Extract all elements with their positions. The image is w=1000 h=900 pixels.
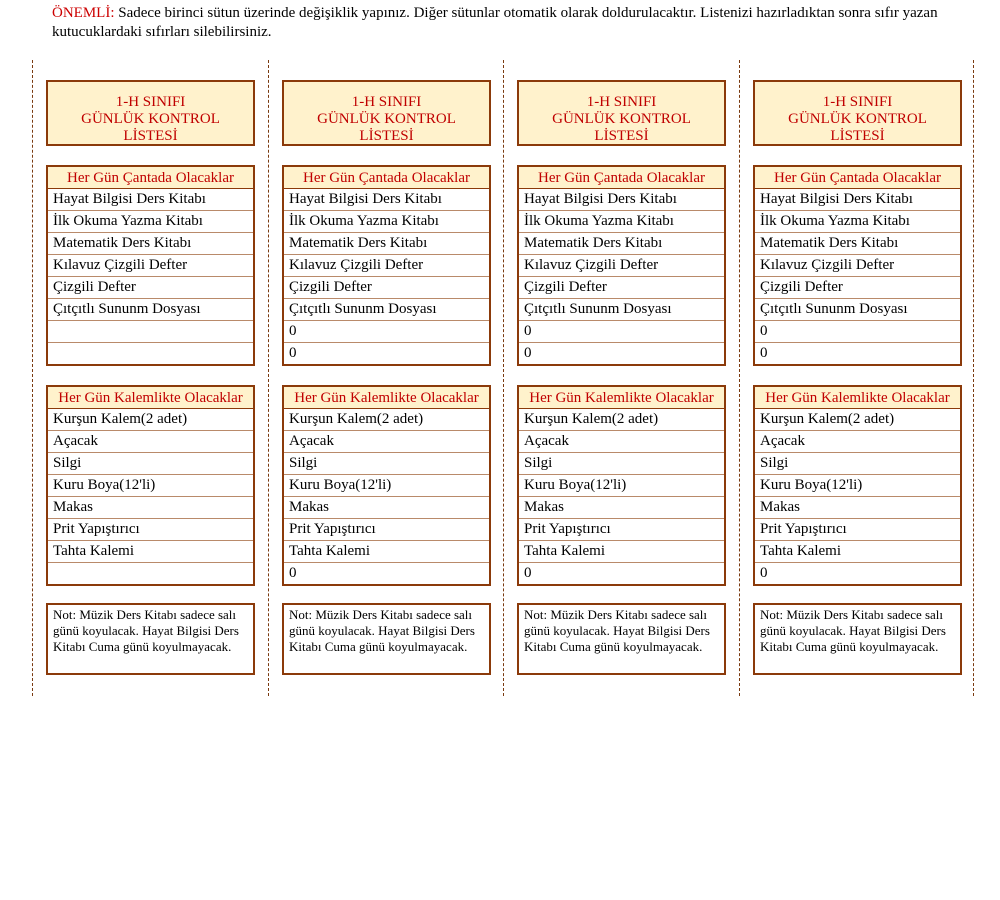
- checklist-column: [517, 80, 726, 654]
- title-line: 1-H SINIFI: [586, 94, 657, 110]
- cut-line: [973, 60, 974, 696]
- note-box: Not: Müzik Ders Kitabı sadece salı günü koyulacak. Hayat Bilgisi Ders Kitabı Cuma günü koyulmayacak.: [46, 603, 255, 675]
- checklist-item[interactable]: Açacak: [284, 431, 489, 453]
- checklist-item[interactable]: Silgi: [519, 453, 724, 475]
- title-line: GÜNLÜK KONTROL: [552, 111, 691, 127]
- checklist-item[interactable]: 0: [289, 345, 297, 361]
- instructions-notice: [52, 4, 972, 42]
- bag-items-table-header: Her Gün Çantada Olacaklar: [284, 167, 489, 189]
- note-box: Not: Müzik Ders Kitabı sadece salı günü koyulacak. Hayat Bilgisi Ders Kitabı Cuma günü koyulmayacak.: [753, 603, 962, 675]
- checklist-item[interactable]: 0: [755, 321, 960, 343]
- checklist-item[interactable]: 0: [519, 321, 724, 343]
- pencil-case-table-header: Her Gün Kalemlikte Olacaklar: [755, 387, 960, 409]
- checklist-item[interactable]: Matematik Ders Kitabı: [48, 233, 253, 255]
- title-line: GÜNLÜK KONTROL: [317, 111, 456, 127]
- pencil-case-table: [517, 385, 726, 586]
- checklist-item[interactable]: Açacak: [48, 431, 253, 453]
- pencil-case-table: [282, 385, 491, 586]
- title-line: 1-H SINIFI: [115, 94, 186, 110]
- pencil-case-table: [753, 385, 962, 586]
- checklist-item[interactable]: Kuru Boya(12'li): [284, 475, 489, 497]
- checklist-item[interactable]: Tahta Kalemi: [755, 541, 960, 563]
- title-line: LİSTESİ: [830, 128, 885, 144]
- pencil-case-table: [46, 385, 255, 586]
- checklist-item[interactable]: 0: [760, 345, 768, 361]
- checklist-item[interactable]: Çıtçıtlı Sununm Dosyası: [755, 299, 960, 321]
- checklist-item[interactable]: Tahta Kalemi: [284, 541, 489, 563]
- title-line: LİSTESİ: [123, 128, 178, 144]
- checklist-title: [753, 80, 962, 146]
- checklist-item[interactable]: Çıtçıtlı Sununm Dosyası: [48, 299, 253, 321]
- checklist-title: [517, 80, 726, 146]
- checklist-item[interactable]: Silgi: [48, 453, 253, 475]
- pencil-case-table-header: Her Gün Kalemlikte Olacaklar: [48, 387, 253, 409]
- bag-items-table: [517, 165, 726, 366]
- checklist-item[interactable]: Hayat Bilgisi Ders Kitabı: [48, 189, 253, 211]
- checklist-item[interactable]: Kılavuz Çizgili Defter: [48, 255, 253, 277]
- checklist-item[interactable]: Makas: [284, 497, 489, 519]
- checklist-item[interactable]: Matematik Ders Kitabı: [519, 233, 724, 255]
- checklist-item[interactable]: Kurşun Kalem(2 adet): [48, 409, 253, 431]
- checklist-item[interactable]: Kurşun Kalem(2 adet): [284, 409, 489, 431]
- checklist-title: [46, 80, 255, 146]
- checklist-item[interactable]: Hayat Bilgisi Ders Kitabı: [755, 189, 960, 211]
- checklist-item[interactable]: Prit Yapıştırıcı: [48, 519, 253, 541]
- note-box: Not: Müzik Ders Kitabı sadece salı günü koyulacak. Hayat Bilgisi Ders Kitabı Cuma günü koyulmayacak.: [517, 603, 726, 675]
- checklist-item[interactable]: Tahta Kalemi: [48, 541, 253, 563]
- cut-line: [739, 60, 740, 696]
- cut-line: [268, 60, 269, 696]
- note-box: Not: Müzik Ders Kitabı sadece salı günü koyulacak. Hayat Bilgisi Ders Kitabı Cuma günü koyulmayacak.: [282, 603, 491, 675]
- checklist-item[interactable]: Kuru Boya(12'li): [48, 475, 253, 497]
- cut-line: [503, 60, 504, 696]
- instructions-text: Sadece birinci sütun üzerinde değişiklik yapınız. Diğer sütunlar otomatik olarak doldurulacaktır. Listenizi hazırladıktan sonra sıfır yazan kutucuklardaki sıfırları silebilirsiniz.: [52, 5, 938, 40]
- checklist-item[interactable]: İlk Okuma Yazma Kitabı: [48, 211, 253, 233]
- checklist-item[interactable]: İlk Okuma Yazma Kitabı: [519, 211, 724, 233]
- title-line: GÜNLÜK KONTROL: [788, 111, 927, 127]
- checklist-item[interactable]: Açacak: [519, 431, 724, 453]
- bag-items-table-header: Her Gün Çantada Olacaklar: [519, 167, 724, 189]
- title-line: 1-H SINIFI: [351, 94, 422, 110]
- pencil-case-table-header: Her Gün Kalemlikte Olacaklar: [284, 387, 489, 409]
- checklist-column: [46, 80, 255, 654]
- bag-items-table: [282, 165, 491, 366]
- bag-items-table: [753, 165, 962, 366]
- checklist-item[interactable]: Kurşun Kalem(2 adet): [519, 409, 724, 431]
- checklist-item[interactable]: Kurşun Kalem(2 adet): [755, 409, 960, 431]
- checklist-item[interactable]: Açacak: [755, 431, 960, 453]
- checklist-item[interactable]: Çizgili Defter: [519, 277, 724, 299]
- pencil-case-table-header: Her Gün Kalemlikte Olacaklar: [519, 387, 724, 409]
- checklist-item[interactable]: Matematik Ders Kitabı: [755, 233, 960, 255]
- title-line: LİSTESİ: [359, 128, 414, 144]
- bag-items-table: [46, 165, 255, 366]
- checklist-item[interactable]: Prit Yapıştırıcı: [755, 519, 960, 541]
- checklist-item[interactable]: Prit Yapıştırıcı: [519, 519, 724, 541]
- title-line: 1-H SINIFI: [822, 94, 893, 110]
- checklist-item[interactable]: 0: [289, 565, 297, 581]
- checklist-item[interactable]: Çizgili Defter: [284, 277, 489, 299]
- checklist-item[interactable]: [48, 563, 253, 584]
- checklist-item[interactable]: Çıtçıtlı Sununm Dosyası: [284, 299, 489, 321]
- checklist-item[interactable]: Makas: [755, 497, 960, 519]
- checklist-item[interactable]: Matematik Ders Kitabı: [284, 233, 489, 255]
- checklist-item[interactable]: 0: [760, 565, 768, 581]
- checklist-item[interactable]: Silgi: [755, 453, 960, 475]
- checklist-item[interactable]: 0: [284, 321, 489, 343]
- checklist-item[interactable]: 0: [524, 565, 532, 581]
- checklist-item[interactable]: Çıtçıtlı Sununm Dosyası: [519, 299, 724, 321]
- checklist-item[interactable]: İlk Okuma Yazma Kitabı: [284, 211, 489, 233]
- checklist-item[interactable]: Kuru Boya(12'li): [519, 475, 724, 497]
- checklist-item[interactable]: [48, 343, 253, 364]
- bag-items-table-header: Her Gün Çantada Olacaklar: [755, 167, 960, 189]
- checklist-item[interactable]: Prit Yapıştırıcı: [284, 519, 489, 541]
- checklist-item[interactable]: Kuru Boya(12'li): [755, 475, 960, 497]
- bag-items-table-header: Her Gün Çantada Olacaklar: [48, 167, 253, 189]
- important-label: ÖNEMLİ:: [52, 5, 115, 21]
- checklist-title: [282, 80, 491, 146]
- checklist-item[interactable]: Hayat Bilgisi Ders Kitabı: [519, 189, 724, 211]
- checklist-item[interactable]: Çizgili Defter: [755, 277, 960, 299]
- checklist-column: [753, 80, 962, 654]
- checklist-item[interactable]: Çizgili Defter: [48, 277, 253, 299]
- checklist-column: [282, 80, 491, 654]
- checklist-item[interactable]: Silgi: [284, 453, 489, 475]
- title-line: GÜNLÜK KONTROL: [81, 111, 220, 127]
- checklist-item[interactable]: Kılavuz Çizgili Defter: [519, 255, 724, 277]
- checklist-item[interactable]: 0: [524, 345, 532, 361]
- cut-line: [32, 60, 33, 696]
- checklist-item[interactable]: [48, 321, 253, 343]
- checklist-item[interactable]: Tahta Kalemi: [519, 541, 724, 563]
- checklist-item[interactable]: Makas: [519, 497, 724, 519]
- checklist-item[interactable]: Kılavuz Çizgili Defter: [284, 255, 489, 277]
- checklist-item[interactable]: İlk Okuma Yazma Kitabı: [755, 211, 960, 233]
- checklist-item[interactable]: Hayat Bilgisi Ders Kitabı: [284, 189, 489, 211]
- checklist-item[interactable]: Kılavuz Çizgili Defter: [755, 255, 960, 277]
- title-line: LİSTESİ: [594, 128, 649, 144]
- checklist-item[interactable]: Makas: [48, 497, 253, 519]
